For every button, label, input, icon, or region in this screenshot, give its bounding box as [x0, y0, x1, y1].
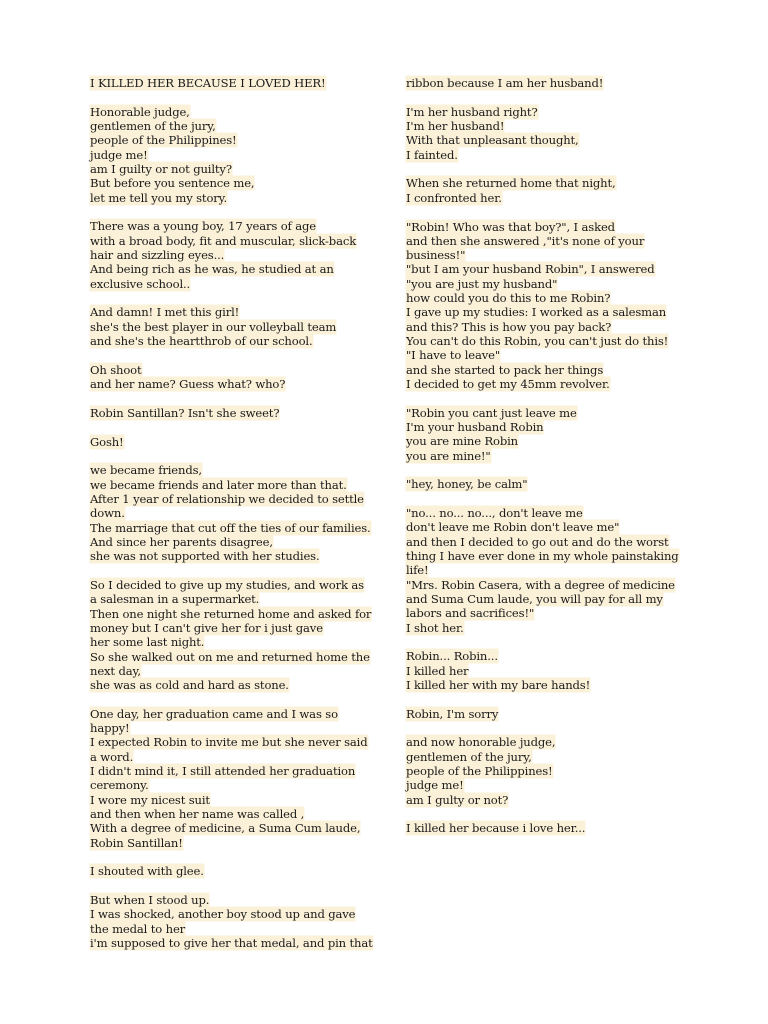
text-line — [406, 520, 696, 534]
text-line — [406, 535, 696, 549]
highlighted-text: and then when her name was called , — [90, 806, 305, 821]
paragraph — [90, 363, 380, 392]
highlighted-text: thing I have ever done in my whole painstaking — [406, 549, 679, 564]
text-line — [90, 922, 380, 936]
text-line — [90, 592, 380, 606]
highlighted-text: gentlemen of the jury, — [90, 119, 216, 134]
highlighted-text: a word. — [90, 749, 134, 764]
highlighted-text: Robin... Robin... — [406, 649, 498, 664]
text-line — [90, 105, 380, 119]
highlighted-text: "Mrs. Robin Casera, with a degree of medicine — [406, 577, 675, 592]
highlighted-text: money but I can't give her for i just gave — [90, 620, 323, 635]
highlighted-text: and her name? Guess what? who? — [90, 377, 286, 392]
text-line — [406, 334, 696, 348]
highlighted-text: Robin Santillan! — [90, 835, 183, 850]
text-line — [406, 348, 696, 362]
text-line — [90, 191, 380, 205]
highlighted-text: I didn't mind it, I still attended her graduation — [90, 764, 356, 779]
highlighted-text: "Robin you cant just leave me — [406, 405, 577, 420]
highlighted-text: With that unpleasant thought, — [406, 133, 579, 148]
text-line — [406, 148, 696, 162]
text-line — [406, 377, 696, 391]
highlighted-text: don't leave me Robin don't leave me" — [406, 520, 620, 535]
highlighted-text: her some last night. — [90, 635, 205, 650]
highlighted-text: I decided to get my 45mm revolver. — [406, 376, 610, 391]
text-line — [406, 133, 696, 147]
highlighted-text: and this? This is how you pay back? — [406, 319, 612, 334]
text-line — [90, 406, 380, 420]
highlighted-text: There was a young boy, 17 years of age — [90, 219, 316, 234]
text-line — [90, 463, 380, 477]
highlighted-text: we became friends, — [90, 463, 202, 478]
highlighted-text: After 1 year of relationship we decided to settle — [90, 492, 364, 507]
text-line — [406, 477, 696, 491]
text-line — [90, 234, 380, 248]
text-line — [90, 836, 380, 850]
text-line — [406, 434, 696, 448]
paragraph — [406, 220, 696, 392]
highlighted-text: and then she answered ,"it's none of your — [406, 233, 645, 248]
highlighted-text: "I have to leave" — [406, 348, 501, 363]
paragraph — [406, 821, 696, 835]
text-line — [406, 105, 696, 119]
highlighted-text: I expected Robin to invite me but she never said — [90, 735, 368, 750]
text-line — [90, 807, 380, 821]
text-line — [406, 305, 696, 319]
highlighted-text: And damn! I met this girl! — [90, 305, 240, 320]
paragraph — [406, 506, 696, 635]
text-line — [406, 821, 696, 835]
text-line — [90, 578, 380, 592]
text-line — [406, 750, 696, 764]
text-line — [90, 176, 380, 190]
text-line — [90, 621, 380, 635]
text-line — [406, 76, 696, 90]
text-line — [406, 549, 696, 563]
paragraph — [90, 463, 380, 563]
text-line — [406, 420, 696, 434]
text-line — [90, 764, 380, 778]
highlighted-text: And since her parents disagree, — [90, 534, 273, 549]
text-line — [90, 521, 380, 535]
highlighted-text: happy! — [90, 721, 130, 736]
text-line — [90, 119, 380, 133]
text-line — [406, 578, 696, 592]
highlighted-text: I killed her because i love her... — [406, 821, 586, 836]
text-line — [90, 778, 380, 792]
highlighted-text: So I decided to give up my studies, and work as — [90, 578, 364, 593]
text-line — [90, 893, 380, 907]
text-line — [90, 793, 380, 807]
text-line — [90, 635, 380, 649]
highlighted-text: judge me! — [90, 147, 148, 162]
text-line — [406, 621, 696, 635]
text-line — [90, 219, 380, 233]
paragraph — [90, 305, 380, 348]
text-line — [90, 707, 380, 721]
text-line — [406, 735, 696, 749]
text-line — [90, 607, 380, 621]
text-line — [406, 191, 696, 205]
text-line — [406, 606, 696, 620]
paragraph — [90, 219, 380, 290]
paragraph — [406, 176, 696, 205]
highlighted-text: With a degree of medicine, a Suma Cum laude, — [90, 821, 361, 836]
highlighted-text: But when I stood up. — [90, 893, 210, 908]
highlighted-text: I gave up my studies: I worked as a salesman — [406, 305, 667, 320]
paragraph — [406, 76, 696, 90]
paragraph — [90, 435, 380, 449]
highlighted-text: I was shocked, another boy stood up and gave — [90, 907, 356, 922]
highlighted-text: "but I am your husband Robin", I answered — [406, 262, 655, 277]
highlighted-text: am I gulty or not? — [406, 792, 509, 807]
highlighted-text: I shot her. — [406, 620, 464, 635]
text-line — [90, 148, 380, 162]
highlighted-text: I shouted with glee. — [90, 864, 204, 879]
highlighted-text: Then one night she returned home and asked for — [90, 606, 372, 621]
highlighted-text: I KILLED HER BECAUSE I LOVED HER! — [90, 76, 326, 90]
highlighted-text: I'm her husband right? — [406, 104, 538, 119]
text-line — [406, 664, 696, 678]
highlighted-text: let me tell you my story. — [90, 190, 228, 205]
highlighted-text: you are mine Robin — [406, 434, 519, 449]
text-line — [406, 778, 696, 792]
paragraph — [406, 477, 696, 491]
highlighted-text: ceremony. — [90, 778, 149, 793]
paragraph — [406, 707, 696, 721]
text-line — [406, 592, 696, 606]
paragraph — [90, 864, 380, 878]
text-line — [406, 764, 696, 778]
text-line — [406, 449, 696, 463]
highlighted-text: labors and sacrifices!" — [406, 606, 535, 621]
text-line — [406, 291, 696, 305]
highlighted-text: and she started to pack her things — [406, 362, 604, 377]
highlighted-text: So she walked out on me and returned home the — [90, 649, 370, 664]
highlighted-text: ribbon because I am her husband! — [406, 76, 604, 90]
text-line — [90, 678, 380, 692]
text-line — [90, 248, 380, 262]
highlighted-text: she's the best player in our volleyball team — [90, 319, 337, 334]
highlighted-text: you are mine!" — [406, 448, 491, 463]
paragraph — [90, 893, 380, 950]
text-line — [90, 277, 380, 291]
left-column — [90, 76, 380, 965]
highlighted-text: Robin Santillan? Isn't she sweet? — [90, 405, 280, 420]
highlighted-text: Honorable judge, — [90, 104, 190, 119]
highlighted-text: we became friends and later more than that. — [90, 477, 347, 492]
highlighted-text: "Robin! Who was that boy?", I asked — [406, 219, 615, 234]
highlighted-text: And being rich as he was, he studied at an — [90, 262, 334, 277]
text-line — [90, 320, 380, 334]
text-line — [90, 76, 380, 90]
paragraph — [90, 76, 380, 90]
text-line — [406, 277, 696, 291]
highlighted-text: One day, her graduation came and I was so — [90, 706, 338, 721]
highlighted-text: life! — [406, 563, 429, 578]
highlighted-text: next day, — [90, 663, 141, 678]
text-line — [406, 176, 696, 190]
text-line — [406, 649, 696, 663]
highlighted-text: I wore my nicest suit — [90, 792, 210, 807]
highlighted-text: When she returned home that night, — [406, 176, 616, 191]
highlighted-text: The marriage that cut off the ties of our families. — [90, 520, 371, 535]
highlighted-text: I killed her with my bare hands! — [406, 677, 591, 692]
text-line — [406, 262, 696, 276]
text-line — [406, 406, 696, 420]
text-line — [90, 334, 380, 348]
paragraph — [90, 578, 380, 692]
text-line — [90, 864, 380, 878]
highlighted-text: and then I decided to go out and do the worst — [406, 534, 669, 549]
text-line — [406, 220, 696, 234]
text-line — [90, 492, 380, 506]
highlighted-text: Robin, I'm sorry — [406, 706, 499, 721]
highlighted-text: "hey, honey, be calm" — [406, 477, 528, 492]
highlighted-text: "you are just my husband" — [406, 276, 558, 291]
paragraph — [90, 406, 380, 420]
text-line — [90, 435, 380, 449]
highlighted-text: I fainted. — [406, 147, 458, 162]
highlighted-text: a salesman in a supermarket. — [90, 592, 260, 607]
text-line — [90, 377, 380, 391]
highlighted-text: I killed her — [406, 663, 469, 678]
highlighted-text: she was as cold and hard as stone. — [90, 678, 289, 693]
text-line — [90, 664, 380, 678]
highlighted-text: business!" — [406, 248, 466, 263]
text-line — [90, 133, 380, 147]
text-line — [90, 478, 380, 492]
highlighted-text: people of the Philippines! — [90, 133, 237, 148]
highlighted-text: and now honorable judge, — [406, 735, 556, 750]
text-line — [90, 735, 380, 749]
highlighted-text: You can't do this Robin, you can't just do this! — [406, 333, 669, 348]
highlighted-text: the medal to her — [90, 921, 186, 936]
text-line — [90, 305, 380, 319]
highlighted-text: I confronted her. — [406, 190, 502, 205]
paragraph — [90, 105, 380, 205]
text-line — [406, 320, 696, 334]
highlighted-text: Gosh! — [90, 434, 124, 449]
text-line — [406, 119, 696, 133]
text-line — [90, 936, 380, 950]
highlighted-text: i'm supposed to give her that medal, and pin that — [90, 936, 373, 951]
highlighted-text: I'm her husband! — [406, 119, 505, 134]
highlighted-text: But before you sentence me, — [90, 176, 255, 191]
highlighted-text: Oh shoot — [90, 362, 142, 377]
text-line — [90, 363, 380, 377]
highlighted-text: "no... no... no..., don't leave me — [406, 506, 583, 521]
highlighted-text: I'm your husband Robin — [406, 419, 544, 434]
text-line — [406, 793, 696, 807]
highlighted-text: exclusive school.. — [90, 276, 191, 291]
text-line — [406, 234, 696, 248]
paragraph — [406, 735, 696, 806]
highlighted-text: am I guilty or not guilty? — [90, 161, 232, 176]
paragraph — [90, 707, 380, 850]
text-line — [90, 721, 380, 735]
paragraph — [406, 406, 696, 463]
paragraph — [406, 649, 696, 692]
highlighted-text: judge me! — [406, 778, 464, 793]
highlighted-text: gentlemen of the jury, — [406, 749, 532, 764]
text-line — [90, 907, 380, 921]
text-line — [90, 506, 380, 520]
text-line — [90, 162, 380, 176]
highlighted-text: with a broad body, fit and muscular, slick-back — [90, 233, 357, 248]
text-line — [90, 262, 380, 276]
text-line — [406, 678, 696, 692]
paragraph — [406, 105, 696, 162]
highlighted-text: and she's the heartthrob of our school. — [90, 333, 313, 348]
text-line — [406, 707, 696, 721]
highlighted-text: and Suma Cum laude, you will pay for all my — [406, 591, 663, 606]
text-line — [90, 535, 380, 549]
text-line — [406, 363, 696, 377]
highlighted-text: how could you do this to me Robin? — [406, 291, 611, 306]
text-line — [90, 750, 380, 764]
highlighted-text: hair and sizzling eyes... — [90, 247, 225, 262]
text-line — [406, 506, 696, 520]
highlighted-text: down. — [90, 506, 125, 521]
highlighted-text: people of the Philippines! — [406, 764, 553, 779]
text-line — [90, 821, 380, 835]
right-column — [406, 76, 696, 850]
text-line — [90, 650, 380, 664]
text-line — [406, 248, 696, 262]
text-line — [90, 549, 380, 563]
highlighted-text: she was not supported with her studies. — [90, 549, 320, 564]
text-line — [406, 563, 696, 577]
